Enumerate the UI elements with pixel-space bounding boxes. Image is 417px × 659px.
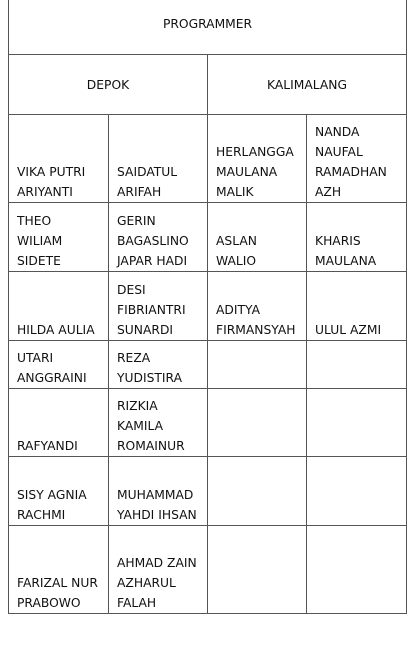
name-text: ADITYA FIRMANSYAH <box>216 303 296 337</box>
table-row <box>9 341 407 389</box>
name-text: SAIDATUL ARIFAH <box>117 165 178 199</box>
programmer-roster-table <box>8 0 407 614</box>
name-text: REZA YUDISTIRA <box>117 351 183 385</box>
table-cell <box>307 526 407 614</box>
table-row <box>9 203 407 272</box>
name-text: HILDA AULIA <box>17 323 95 337</box>
table-cell <box>307 457 407 526</box>
table-cell <box>9 203 109 272</box>
name-text: DESI FIBRIANTRI SUNARDI <box>117 283 186 337</box>
table-title: PROGRAMMER <box>9 0 407 55</box>
name-text: AHMAD ZAIN AZHARUL FALAH <box>117 556 197 610</box>
name-text: FARIZAL NUR PRABOWO <box>17 576 98 610</box>
table-cell <box>9 457 109 526</box>
name-text: ULUL AZMI <box>315 323 382 337</box>
table-cell <box>9 341 109 389</box>
name-text: ASLAN WALIO <box>216 234 257 268</box>
table-cell <box>208 115 307 203</box>
table-cell <box>109 272 208 341</box>
table-cell <box>9 115 109 203</box>
table-cell <box>208 341 307 389</box>
table-cell <box>307 341 407 389</box>
name-text: KHARIS MAULANA <box>315 234 377 268</box>
table-cell <box>9 526 109 614</box>
name-text: THEO WILIAM SIDETE <box>17 214 63 268</box>
table-row <box>9 457 407 526</box>
table-cell <box>208 389 307 457</box>
name-text: RIZKIA KAMILA ROMAINUR <box>117 399 185 453</box>
name-text: VIKA PUTRI ARIYANTI <box>17 165 86 199</box>
name-text: NANDA NAUFAL RAMADHAN AZH <box>315 125 387 199</box>
table-cell <box>109 457 208 526</box>
table-cell <box>109 203 208 272</box>
group-header-depok: DEPOK <box>9 55 208 115</box>
table-cell <box>307 272 407 341</box>
group-header-kalimalang: KALIMALANG <box>208 55 407 115</box>
name-text: SISY AGNIA RACHMI <box>17 488 87 522</box>
table-cell <box>208 272 307 341</box>
name-text: GERIN BAGASLINO JAPAR HADI <box>117 214 189 268</box>
table-cell <box>9 389 109 457</box>
table-cell <box>208 203 307 272</box>
table-cell <box>208 526 307 614</box>
table-cell <box>307 389 407 457</box>
table-cell <box>109 526 208 614</box>
name-text: HERLANGGA MAULANA MALIK <box>216 145 294 199</box>
table-row <box>9 115 407 203</box>
table-cell <box>9 272 109 341</box>
name-text: UTARI ANGGRAINI <box>17 351 87 385</box>
table-row <box>9 389 407 457</box>
name-text: MUHAMMAD YAHDI IHSAN <box>117 488 197 522</box>
table-row <box>9 526 407 614</box>
table-cell <box>208 457 307 526</box>
name-text: RAFYANDI <box>17 439 78 453</box>
table-cell <box>109 115 208 203</box>
table-cell <box>109 341 208 389</box>
table-cell <box>109 389 208 457</box>
table-cell <box>307 203 407 272</box>
table-cell <box>307 115 407 203</box>
table-row <box>9 272 407 341</box>
